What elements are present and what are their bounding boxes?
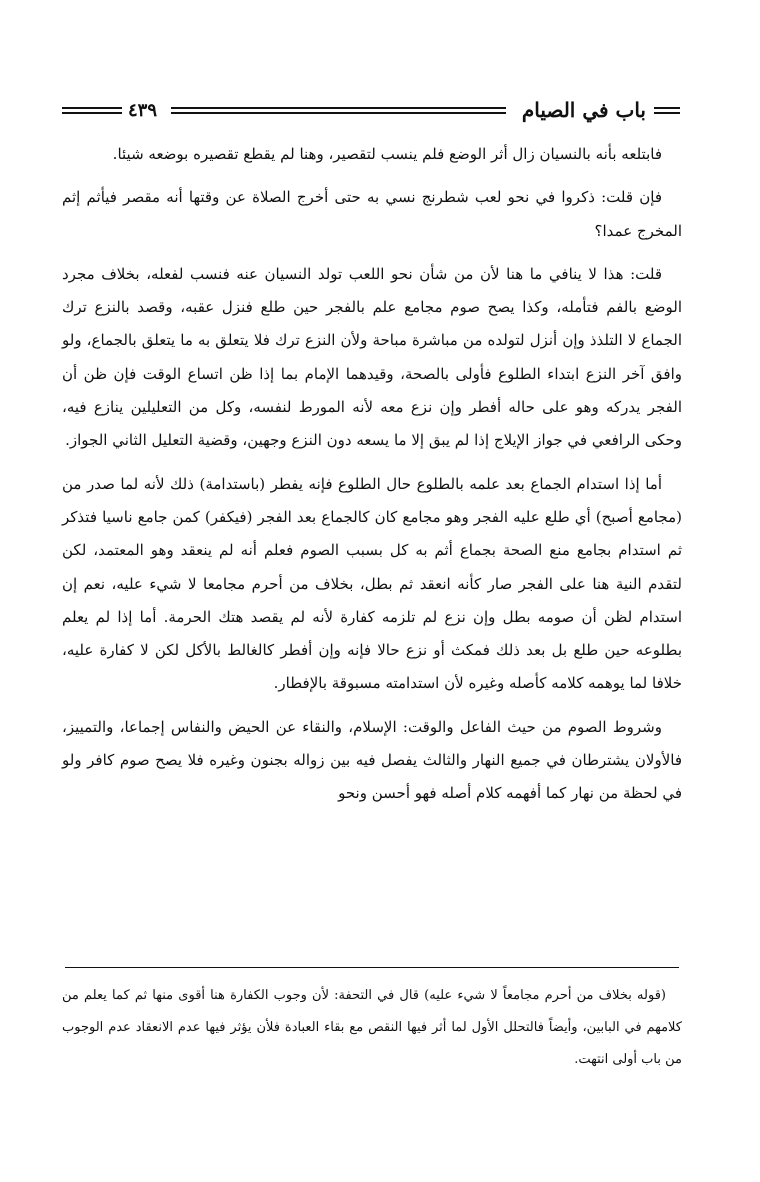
header-rule-right xyxy=(654,107,680,114)
paragraph: أما إذا استدام الجماع بعد علمه بالطلوع حال الطلوع فإنه يفطر (باستدامة) ذلك لأنه لما صدر من (مجامع أصبح) أي طلع عليه الفجر وهو مجامع كان كالجماع بعد الفجر (فيكفر) كمن جامع ناسيا فتذكر ثم استدام بجامع منع الصحة بجماع أثم به كل بسبب الصوم فعلم أنه لم ينعقد وهو المعتمد، لكن لتقدم النية هنا على الفجر صار كأنه انعقد ثم بطل، بخلاف من أحرم مجامعا لا شيء عليه، نعم إن استدام لظن أن صومه بطل وإن نزع لم تلزمه كفارة لأنه لم يقصد هتك الحرمة. أما إذا لم يعلم بطلوعه حين طلع بل بعد ذلك فمكث أو نزع حالا فإنه وإن أفطر كالغالط بالأكل لكن لا كفارة عليه، خلافا لما يوهمه كلامه كأصله وغيره لأن استدامته مسبوقة بالإفطار. xyxy=(62,474,683,693)
page-header xyxy=(62,98,680,122)
paragraph: قلت: هذا لا ينافي ما هنا لأن من شأن نحو اللعب تولد النسيان عنه فنسب لفعله، بخلاف مجرد الوضع بالفم فتأمله، وكذا يصح صوم مجامع علم بالفجر حين طلع فنزل عقبه، وقصد بالنزع ترك الجماع لا التلذذ وإن أنزل لتولده من مباشرة مباحة ولأن النزع ترك فلا يتعلق به ما يتعلق بالجماع، ولو وافق آخر النزع ابتداء الطلوع فأولى بالصحة، وقيدهما الإمام بما إذا ظن اتساع الوقت فإن ظن أن الفجر يدركه وهو على حاله أفطر وإن نزع معه لأنه المورط لنفسه، وكل من التعليلين ينازع فيه، وحكى الرافعي في جواز الإيلاج إذا لم يبق إلا ما يسعه دون النزع وجهين، وقضية التعليل الثاني الجواز. xyxy=(62,264,682,450)
main-text xyxy=(62,138,682,821)
page-number: ٤٣٩ xyxy=(128,99,158,121)
footnote: (قوله بخلاف من أحرم مجامعاً لا شيء عليه) قال في التحفة: لأن وجوب الكفارة هنا أقوى منها ثم كما يعلم من كلامهم في البابين، وأيضاً فالتحلل الأول لما أثر فيها النقص مع بقاء العبادة فلأن يؤثر فيها عدم الانعقاد عدم الوجوب من باب أولى انتهت. xyxy=(62,988,682,1067)
paragraph: وشروط الصوم من حيث الفاعل والوقت: الإسلام، والنقاء عن الحيض والنفاس إجماعا، والتمييز، فالأولان يشترطان في جميع النهار والثالث يفصل فيه بين زواله بجنون وغيره فلا يصح صوم كافر ولو في لحظة من نهار كما أفهمه كلام أصله فهو أحسن ونحو xyxy=(62,717,682,803)
header-rule-left xyxy=(62,107,122,114)
paragraph: فإن قلت: ذكروا في نحو لعب شطرنج نسي به حتى أخرج الصلاة عن وقتها أنه مقصر فيأثم إثم المخرج عمدا؟ xyxy=(62,188,682,240)
chapter-title: باب في الصيام xyxy=(521,98,646,122)
footnote-divider xyxy=(65,967,679,968)
paragraph: فابتلعه بأنه بالنسيان زال أثر الوضع فلم ينسب لتقصير، وهنا لم يقطع تقصيره بوضعه شيئا. xyxy=(112,145,662,163)
header-rule-middle xyxy=(171,107,506,114)
